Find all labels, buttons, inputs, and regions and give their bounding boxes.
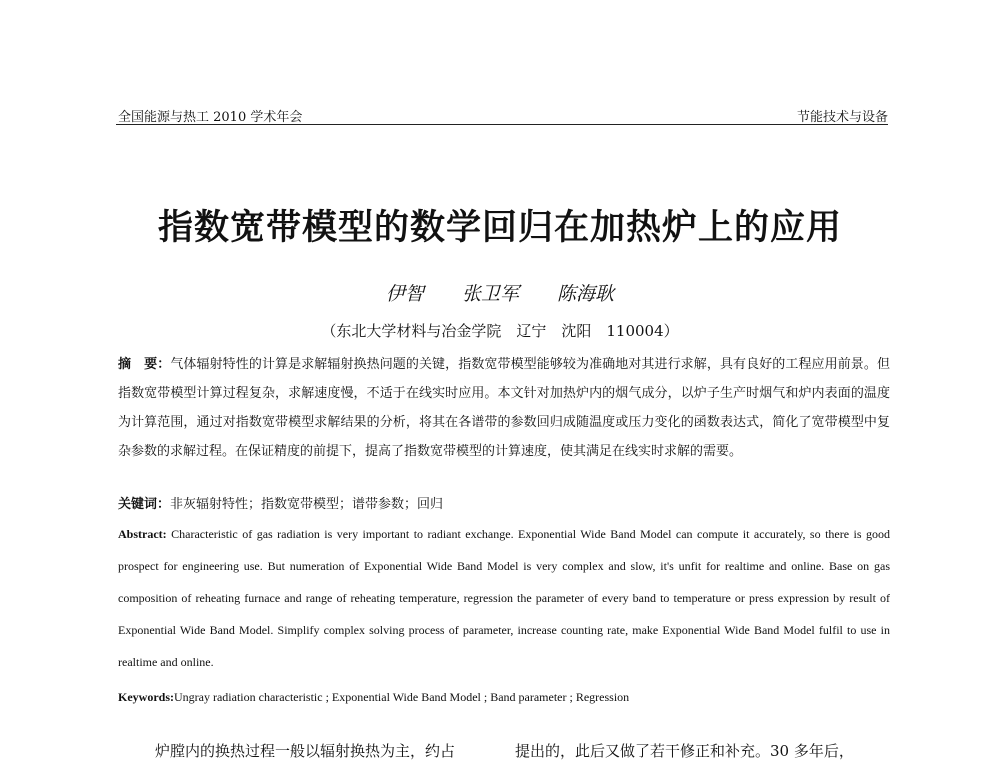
author-name: 伊智 xyxy=(385,283,424,305)
running-header-left: 全国能源与热工 2010 学术年会 xyxy=(118,110,303,125)
keywords-chinese xyxy=(118,493,890,512)
keywords-label: 关键词： xyxy=(118,497,171,512)
keywords-label: Keywords: xyxy=(118,690,174,704)
abstract-text: Characteristic of gas radiation is very important to radiant exchange. Exponential Wide Band Model can compute it accurately, so there is good prospect for engineering use. But numeration of Exponential Wide Band Model is very complex and slow, it's unfit for realtime and online. Base on gas composition of reheating furnace and range of reheating temperature, regression the parameter of every band to temperature or press expression by result of Exponential Wide Band Model. Simplify complex solving process of parameter, increase counting rate, make Exponential Wide Band Model fulfil to use in realtime and online. xyxy=(118,527,890,669)
abstract-chinese xyxy=(118,350,890,466)
keywords-english xyxy=(118,690,890,705)
keywords-text: 非灰辐射特性；指数宽带模型；谱带参数；回归 xyxy=(170,497,444,512)
abstract-label: 摘 要： xyxy=(118,357,171,372)
header-divider xyxy=(116,124,888,125)
body-text-column-right: 提出的，此后又做了若干修正和补充。30 多年后， xyxy=(515,742,854,760)
abstract-label: Abstract: xyxy=(118,527,167,541)
keywords-text: Ungray radiation characteristic ; Exponential Wide Band Model ; Band parameter ; Regression xyxy=(174,690,630,704)
author-list xyxy=(0,279,1000,306)
author-name: 张卫军 xyxy=(461,283,519,305)
affiliation: （东北大学材料与冶金学院 辽宁 沈阳 110004） xyxy=(321,322,679,340)
abstract-english xyxy=(118,518,890,678)
abstract-text: 气体辐射特性的计算是求解辐射换热问题的关键，指数宽带模型能够较为准确地对其进行求解，具有良好的工程应用前景。但指数宽带模型计算过程复杂，求解速度慢，不适于在线实时应用。本文针对加热炉内的烟气成分，以炉子生产时烟气和炉内表面的温度为计算范围，通过对指数宽带模型求解结果的分析，将其在各谱带的参数回归成随温度或压力变化的函数表达式，简化了宽带模型中复杂参数的求解过程。在保证精度的前提下，提高了指数宽带模型的计算速度，使其满足在线实时求解的需要。 xyxy=(118,357,890,459)
running-header-right: 节能技术与设备 xyxy=(796,110,888,125)
author-name: 陈海耿 xyxy=(557,283,615,305)
body-text-column-left: 炉膛内的换热过程一般以辐射换热为主，约占 xyxy=(155,742,456,760)
paper-title: 指数宽带模型的数学回归在加热炉上的应用 xyxy=(157,207,842,248)
